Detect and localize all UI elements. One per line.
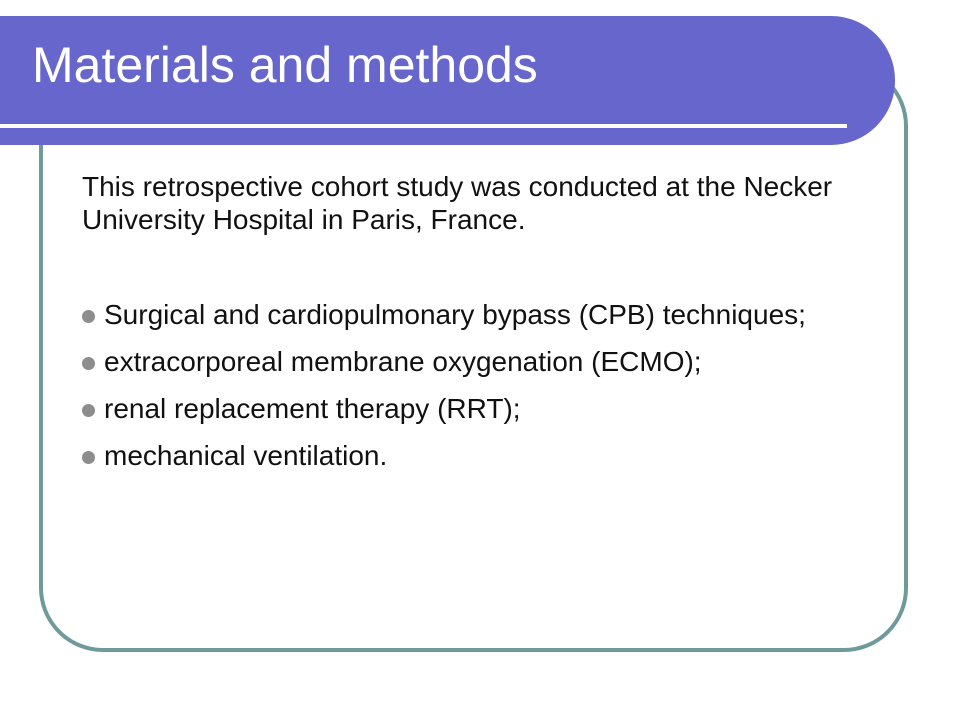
- bullet-item: [82, 392, 872, 425]
- bullet-dot-icon: [82, 357, 95, 370]
- bullet-text: mechanical ventilation.: [104, 440, 388, 471]
- bullet-dot-icon: [82, 404, 95, 417]
- bullet-item: [82, 345, 872, 378]
- bullet-dot-icon: [82, 310, 95, 323]
- slide-body: [82, 170, 872, 486]
- bullet-text: Surgical and cardiopulmonary bypass (CPB) techniques;: [104, 299, 806, 330]
- bullet-dot-icon: [82, 451, 95, 464]
- intro-paragraph: This retrospective cohort study was conducted at the Necker University Hospital in Paris, France.: [82, 171, 833, 235]
- bullet-text: renal replacement therapy (RRT);: [104, 393, 521, 424]
- bullet-item: [82, 439, 872, 472]
- bullet-item: [82, 298, 872, 331]
- bullet-text: extracorporeal membrane oxygenation (ECMO);: [104, 346, 702, 377]
- slide-title: Materials and methods: [32, 37, 538, 93]
- bullet-list: [82, 298, 872, 472]
- title-underline: [0, 124, 847, 128]
